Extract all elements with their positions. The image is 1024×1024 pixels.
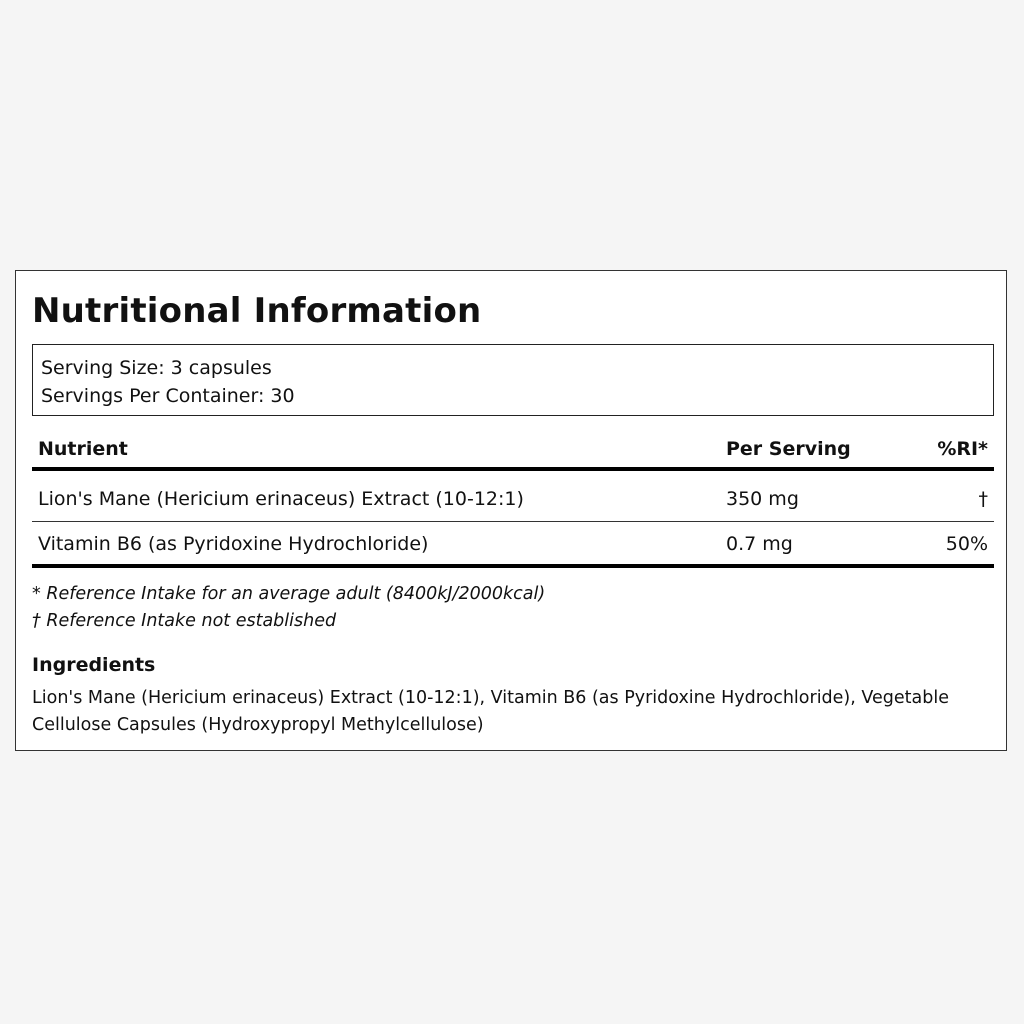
header-nutrient: Nutrient xyxy=(32,431,720,469)
nutrient-name: Vitamin B6 (as Pyridoxine Hydrochloride) xyxy=(32,522,720,567)
ingredients-heading: Ingredients xyxy=(32,654,156,676)
nutrient-ri: † xyxy=(890,469,994,522)
serving-info-box xyxy=(32,344,994,416)
ingredients-text: Lion's Mane (Hericium erinaceus) Extract (10-12:1), Vitamin B6 (as Pyridoxine Hydrochloride), Vegetable Cellulose Capsules (Hydroxypropyl Methylcellulose) xyxy=(32,688,949,735)
nutrition-label-panel xyxy=(15,270,1007,751)
serving-size: Serving Size: 3 capsules xyxy=(41,357,272,379)
header-per-serving: Per Serving xyxy=(720,431,890,469)
table-row xyxy=(32,522,994,567)
footnote-not-established: † Reference Intake not established xyxy=(32,611,337,631)
nutrient-ri: 50% xyxy=(890,522,994,567)
footnote-reference-intake: * Reference Intake for an average adult (8400kJ/2000kcal) xyxy=(32,584,546,604)
nutrient-table xyxy=(32,431,994,568)
table-row xyxy=(32,469,994,522)
label-title: Nutritional Information xyxy=(32,291,482,331)
nutrient-amount: 0.7 mg xyxy=(720,522,890,567)
nutrient-name: Lion's Mane (Hericium erinaceus) Extract (10-12:1) xyxy=(32,469,720,522)
footnotes xyxy=(32,581,545,635)
table-header-row xyxy=(32,431,994,469)
nutrient-amount: 350 mg xyxy=(720,469,890,522)
servings-per-container: Servings Per Container: 30 xyxy=(41,385,295,407)
header-ri: %RI* xyxy=(890,431,994,469)
